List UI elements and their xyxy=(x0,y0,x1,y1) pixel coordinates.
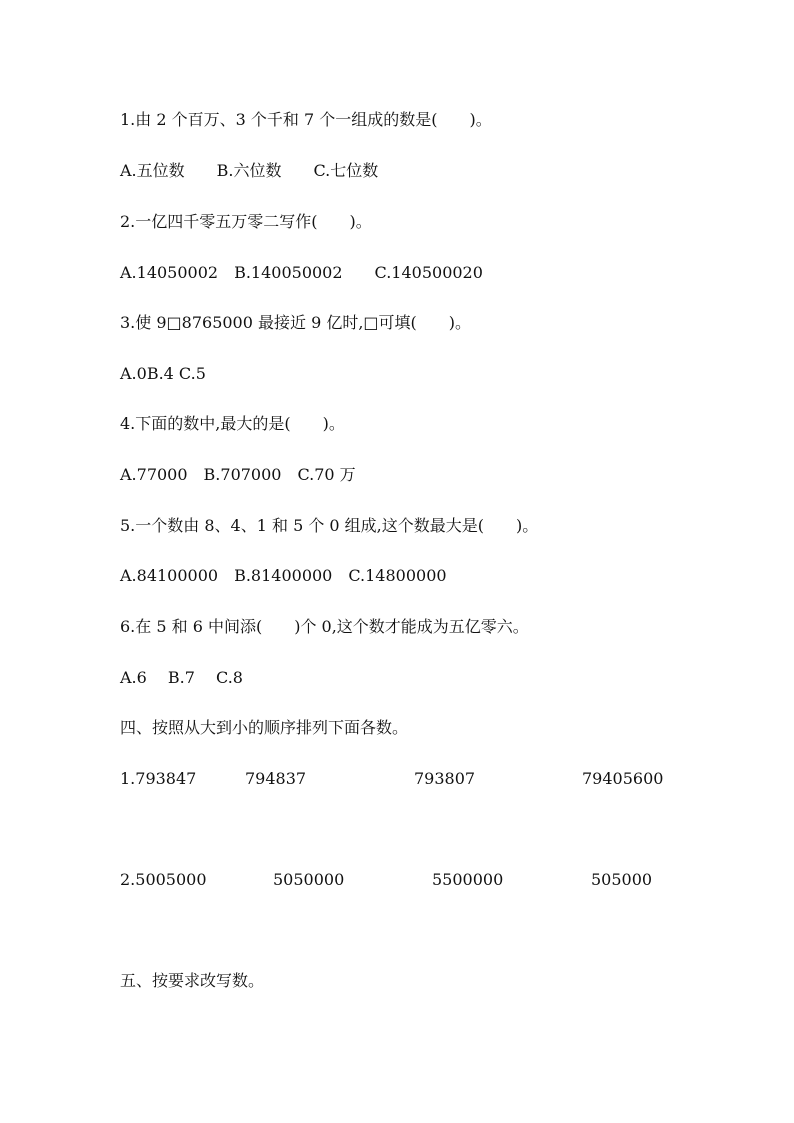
number-item: 794837 xyxy=(245,769,307,788)
number-item: 1.793847 xyxy=(120,769,197,788)
question-4-options: A.77000 B.707000 C.70 万 xyxy=(120,465,356,484)
number-item: 505000 xyxy=(591,870,653,889)
number-item: 79405600 xyxy=(582,769,664,788)
question-2-options: A.14050002 B.140050002 C.140500020 xyxy=(120,263,483,282)
question-6-stem: 6.在 5 和 6 中间添( )个 0,这个数才能成为五亿零六。 xyxy=(120,617,529,636)
question-1-stem: 1.由 2 个百万、3 个千和 7 个一组成的数是( )。 xyxy=(120,110,492,129)
question-6-options: A.6 B.7 C.8 xyxy=(120,668,243,687)
section-4-title: 四、按照从大到小的顺序排列下面各数。 xyxy=(120,718,409,737)
question-3-stem: 3.使 9□8765000 最接近 9 亿时,□可填( )。 xyxy=(120,313,472,332)
question-5-stem: 5.一个数由 8、4、1 和 5 个 0 组成,这个数最大是( )。 xyxy=(120,516,539,535)
section-5-title: 五、按要求改写数。 xyxy=(120,971,265,990)
number-item: 5050000 xyxy=(273,870,345,889)
number-item: 793807 xyxy=(414,769,476,788)
question-1-options: A.五位数 B.六位数 C.七位数 xyxy=(120,161,379,180)
question-5-options: A.84100000 B.81400000 C.14800000 xyxy=(120,566,447,585)
number-item: 2.5005000 xyxy=(120,870,207,889)
question-3-options: A.0B.4 C.5 xyxy=(120,364,206,383)
question-2-stem: 2.一亿四千零五万零二写作( )。 xyxy=(120,212,372,231)
question-4-stem: 4.下面的数中,最大的是( )。 xyxy=(120,414,345,433)
number-item: 5500000 xyxy=(432,870,504,889)
